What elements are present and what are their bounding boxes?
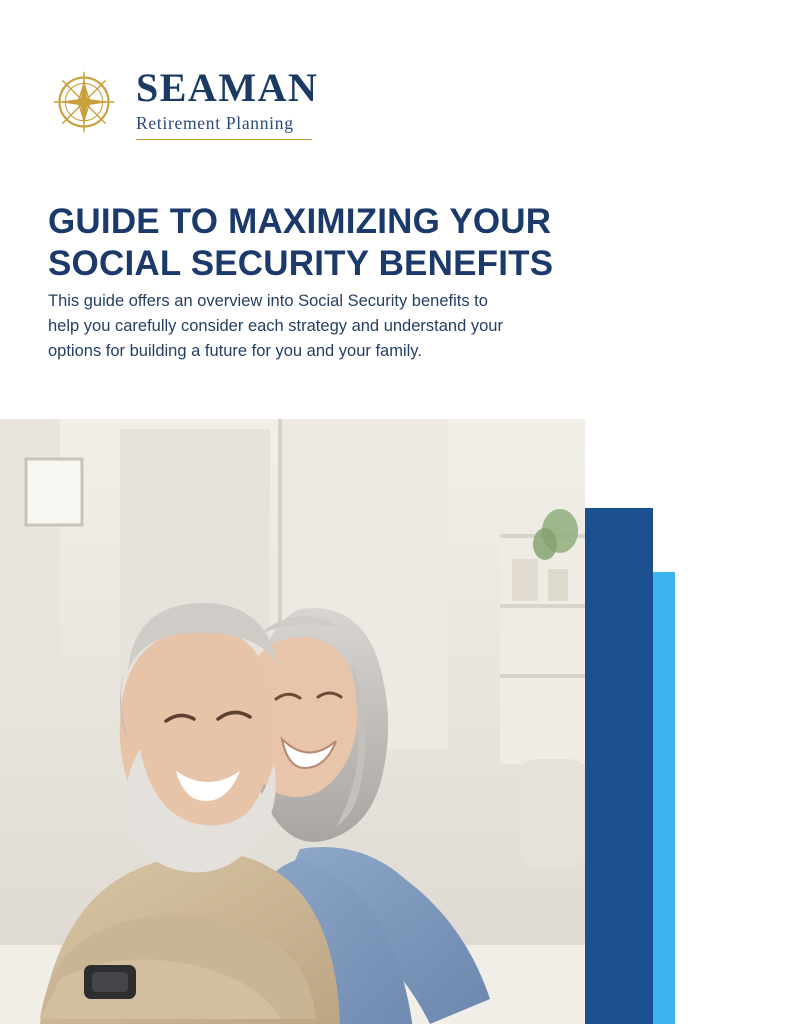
decorative-band-blue bbox=[653, 572, 675, 1024]
decorative-band-navy bbox=[585, 508, 653, 1024]
brand-wordmark bbox=[136, 64, 318, 140]
page-title: GUIDE TO MAXIMIZING YOUR SOCIAL SECURITY BENEFITS bbox=[48, 202, 554, 284]
brand-name: SEAMAN bbox=[136, 65, 319, 110]
cover-photo bbox=[0, 419, 585, 1024]
intro-paragraph: This guide offers an overview into Social Security benefits to help you carefully consider each strategy and understand your options for building a future for you and your family. bbox=[48, 291, 503, 360]
brand-tagline: Retirement Planning bbox=[136, 115, 312, 140]
brand-logo bbox=[48, 64, 318, 140]
compass-rose-icon bbox=[48, 66, 120, 138]
